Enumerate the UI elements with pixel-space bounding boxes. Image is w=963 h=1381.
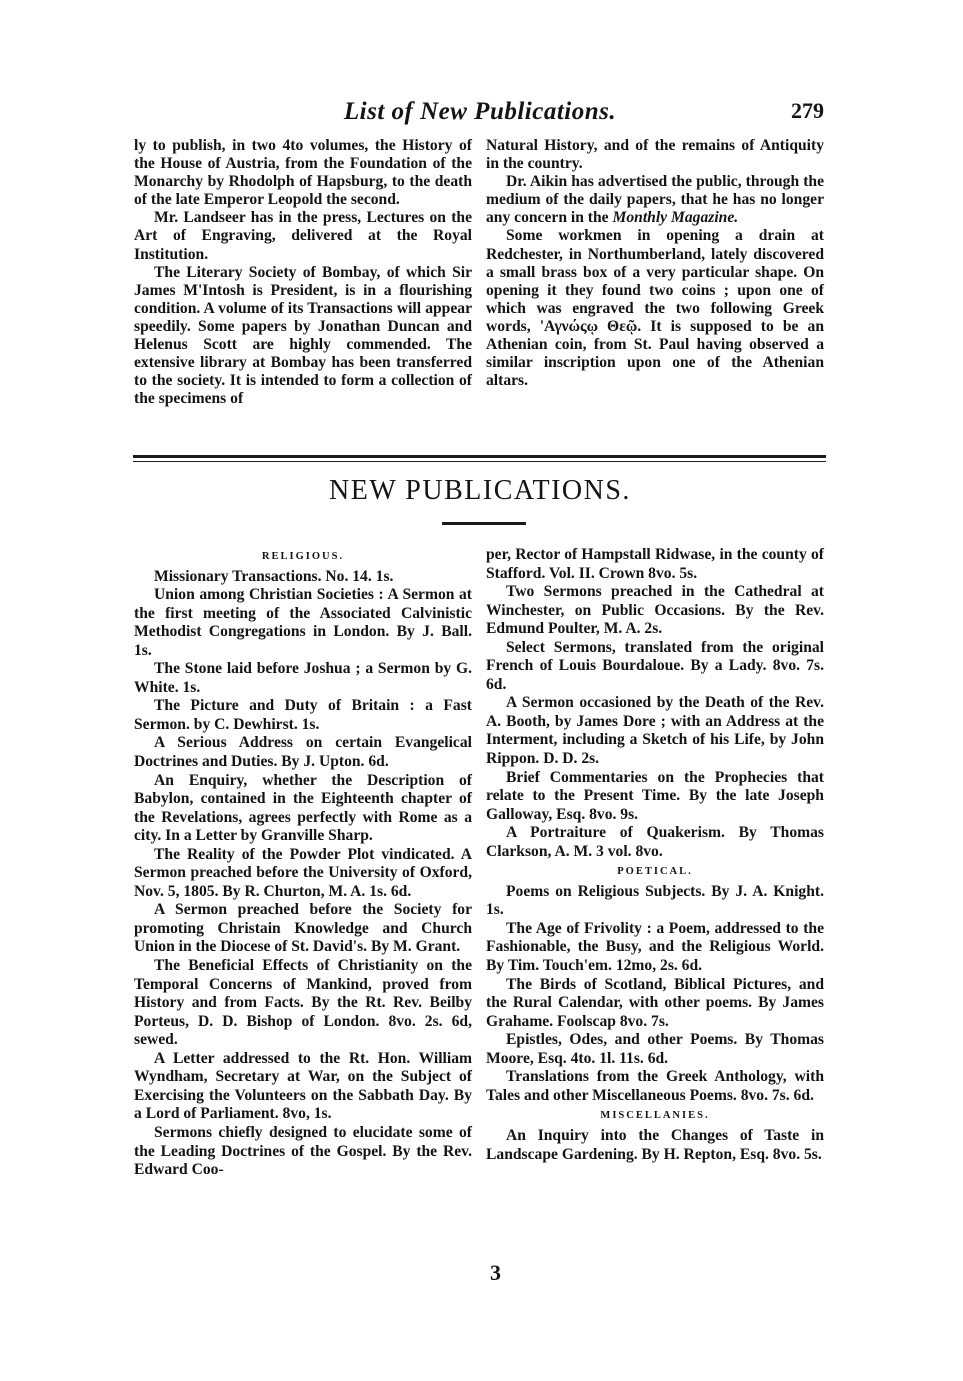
publication-entry: The Beneficial Effects of Christianity on the Temporal Concerns of Mankind, proved from History and from Facts. By the Rt. Rev. Beilby Porteus, D. D. Bishop of London. 8vo. 2s. 6d, sewed. [134, 957, 472, 1049]
publication-entry: Two Sermons preached in the Cathedral at Winchester, on Public Occasions. By the Rev. Edmund Poulter, M. A. 2s. [486, 583, 824, 638]
publication-entry: A Sermon preached before the Society for promoting Christain Knowledge and Church Union in the Diocese of St. David's. By M. Grant. [134, 901, 472, 956]
paragraph: Natural History, and of the remains of Antiquity in the country. [486, 137, 824, 173]
category-heading: MISCELLANIES. [600, 1110, 710, 1122]
section-divider-thick [133, 455, 826, 458]
publication-entry: Sermons chiefly designed to elucidate some of the Leading Doctrines of the Gospel. By the Rev. Edward Coo- [134, 1123, 472, 1179]
title-underline [442, 522, 526, 525]
publication-entry: A Letter addressed to the Rt. Hon. William Wyndham, Secretary at War, on the Subject of Exercising the Volunteers on the Sabbath Day. By a Lord of Parliament. 8vo, 1s. [134, 1049, 472, 1123]
publication-entry: per, Rector of Hampstall Ridwase, in the county of Stafford. Vol. II. Crown 8vo. 5s. [486, 546, 824, 582]
paragraph: Some workmen in opening a drain at Redchester, in Northumberland, lately discovered a small brass box of a very particular shape. On opening it they found two coins ; upon one of which was engraved the two following Greek words, 'Αγνώςῳ Θεῷ. It is supposed to be an Athenian coin, from St. Paul having observed a similar inscription upon one of the Athenian altars. [486, 227, 824, 390]
paragraph: The Literary Society of Bombay, of which Sir James M'Intosh is President, is in a flourishing condition. A volume of its Transactions will appear speedily. Some papers by Jonathan Duncan and Helenus Scott are highly commended. The extensive library at Bombay has been transferred to the society. It is intended to form a collection of the specimens of [134, 263, 472, 408]
top-left-column [134, 137, 472, 408]
section-divider-thin [133, 461, 826, 462]
signature-mark: 3 [490, 1260, 501, 1285]
section-title: NEW PUBLICATIONS. [329, 475, 631, 506]
publication-entry: Translations from the Greek Anthology, with Tales and other Miscellaneous Poems. 8vo. 7s. 6d. [486, 1068, 824, 1104]
publication-entry: A Sermon occasioned by the Death of the Rev. A. Booth, by James Dore ; with an Address at the Interment, including a Sketch of his Life, by John Rippon. D. D. 2s. [486, 694, 824, 768]
publication-entry: The Reality of the Powder Plot vindicated. A Sermon preached before the University of Oxford, Nov. 5, 1805. By R. Churton, M. A. 1s. 6d. [134, 845, 472, 900]
publication-entry: The Age of Frivolity : a Poem, addressed to the Fashionable, the Busy, and the Religious World. By Tim. Touch'em. 12mo, 2s. 6d. [486, 919, 824, 975]
publications-left-column [134, 546, 472, 1180]
publication-entry: The Birds of Scotland, Biblical Pictures, and the Rural Calendar, with other poems. By James Grahame. Foolscap 8vo. 7s. [486, 975, 824, 1030]
paragraph: ly to publish, in two 4to volumes, the History of the House of Austria, from the Foundation of the Monarchy by Rhodolph of Hapsburg, to the death of the late Emperor Leopold the second. [134, 137, 472, 209]
publication-entry: Brief Commentaries on the Prophecies that relate to the Present Time. By the late Joseph Galloway, Esq. 8vo. 9s. [486, 768, 824, 823]
running-header [130, 98, 830, 134]
magazine-title: Monthly Magazine. [612, 209, 739, 227]
page-number: 279 [791, 98, 824, 123]
top-right-column [486, 137, 824, 390]
publications-right-column [486, 546, 824, 1164]
paragraph [486, 173, 824, 227]
publication-entry: An Inquiry into the Changes of Taste in Landscape Gardening. By H. Repton, Esq. 8vo. 5s. [486, 1126, 824, 1163]
publication-entry: Union among Christian Societies : A Sermon at the first meeting of the Associated Calvinistic Methodist Congregations in London. By J. Ball. 1s. [134, 586, 472, 659]
publication-entry: The Picture and Duty of Britain : a Fast Sermon. by C. Dewhirst. 1s. [134, 697, 472, 733]
publication-entry: A Portraiture of Quakerism. By Thomas Clarkson, A. M. 3 vol. 8vo. [486, 824, 824, 860]
publication-entry: An Enquiry, whether the Description of Babylon, contained in the Eighteenth chapter of the Revelations, agrees perfectly with Rome as a city. In a Letter by Granville Sharp. [134, 771, 472, 845]
publication-entry: The Stone laid before Joshua ; a Sermon by G. White. 1s. [134, 660, 472, 696]
publication-entry: Missionary Transactions. No. 14. 1s. [154, 567, 394, 585]
running-title: List of New Publications. [343, 98, 617, 125]
category-heading: RELIGIOUS. [261, 551, 345, 562]
paragraph-text: Dr. Aikin has advertised the public, through the medium of the daily papers, that he has no longer any concern in the [486, 173, 824, 227]
publication-entry: Epistles, Odes, and other Poems. By Thomas Moore, Esq. 4to. 1l. 11s. 6d. [486, 1031, 824, 1067]
publication-entry: Select Sermons, translated from the original French of Louis Bourdaloue. By a Lady. 8vo. 7s. 6d. [486, 638, 824, 693]
publication-entry: Poems on Religious Subjects. By J. A. Knight. 1s. [486, 882, 824, 919]
publication-entry: A Serious Address on certain Evangelical Doctrines and Duties. By J. Upton. 6d. [134, 734, 472, 771]
category-heading: POETICAL. [617, 866, 693, 878]
paragraph: Mr. Landseer has in the press, Lectures on the Art of Engraving, delivered at the Royal Institution. [134, 209, 472, 263]
